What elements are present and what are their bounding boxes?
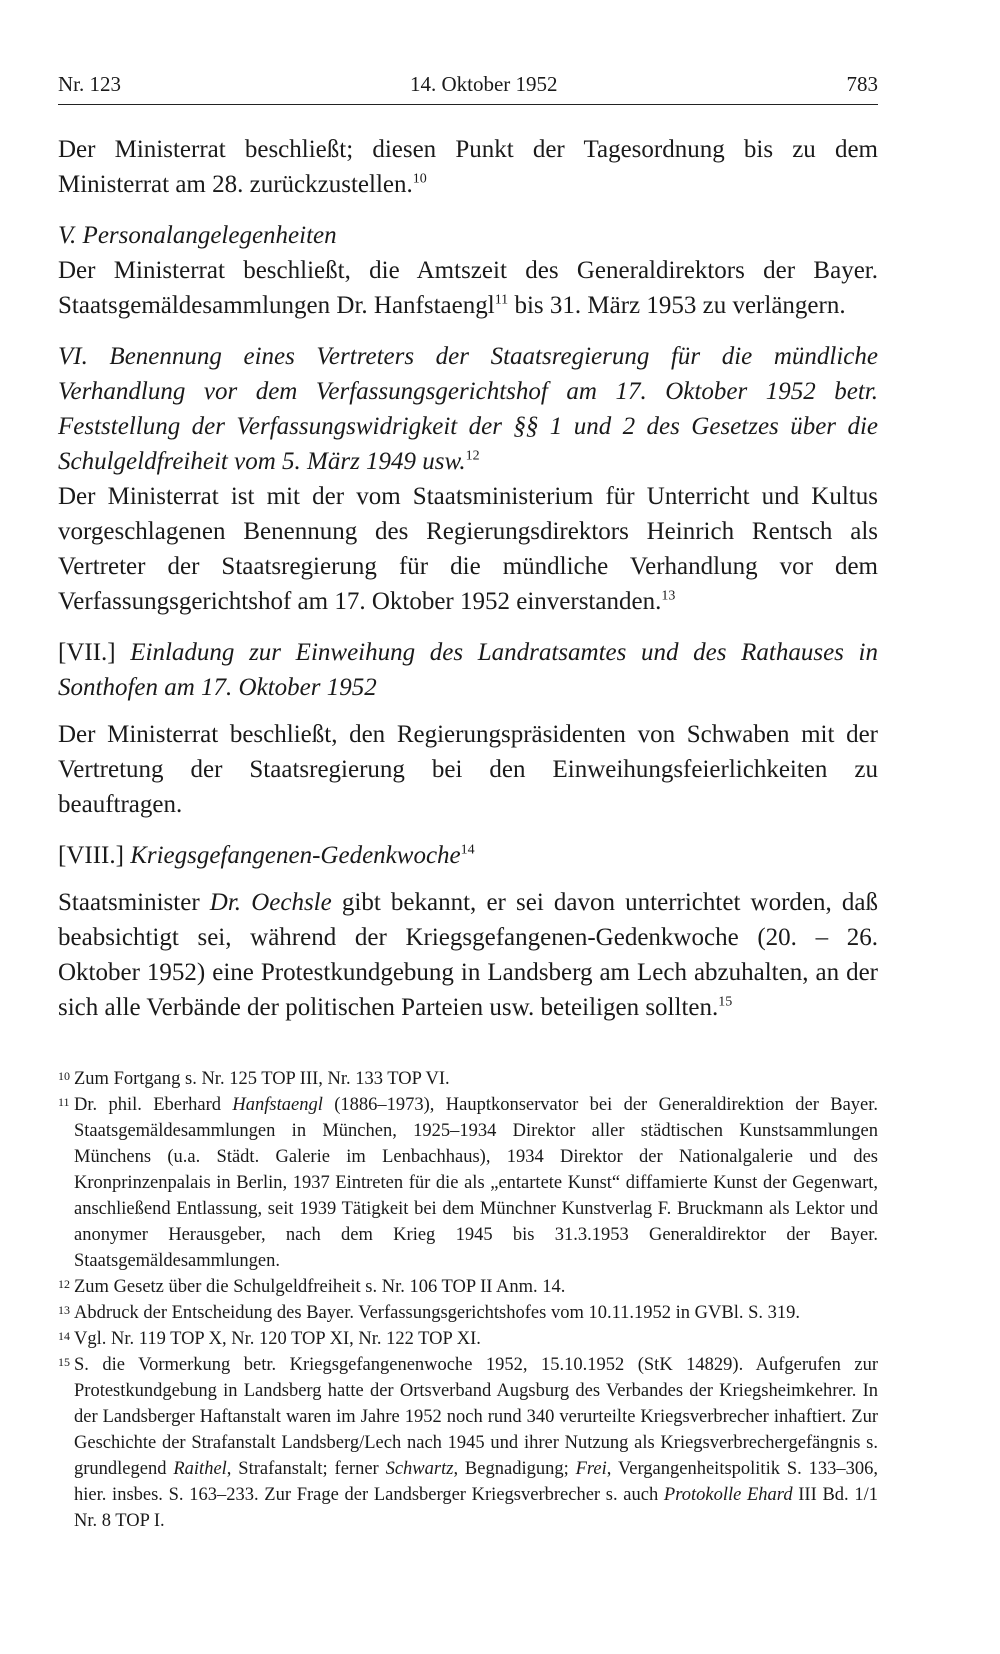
footnote-text: Dr. phil. Eberhard Hanfstaengl (1886–1973), Hauptkonservator bei der Generaldirektion der Bayer. Staatsgemäldesammlungen in München, 1925–1934 Direktor aller städtischen Kunstsammlungen Münchens (u.a. Städt. Galerie im Lenbachhaus), 1934 Direktor der Nationalgalerie und des Kronprinzenpalais in Berlin, 1937 Eintreten für die als „entartete Kunst“ diffamierte Kunst der Gegenwart, anschließend Entlassung, seit 1939 Tätigkeit bei dem Münchner Kunstverlag F. Bruckmann als Lektor und anonymer Herausgeber, nach dem Krieg 1945 bis 31.3.1953 Generaldirektor der Bayer. Staatsgemäldesammlungen. [74, 1095, 879, 1271]
footnote [58, 1066, 878, 1092]
footnote-text: Abdruck der Entscheidung des Bayer. Verfassungsgerichtshofes vom 10.11.1952 in GVBl. S. 319. [74, 1303, 801, 1323]
footnote-ref[interactable]: 10 [412, 171, 427, 187]
page-number: 783 [846, 72, 878, 96]
footnotes [58, 1066, 878, 1534]
paragraph: Der Ministerrat beschließt, den Regierungspräsidenten von Schwaben mit der Vertretung der Staatsregierung bei den Einweihungsfeierlichkeiten zu beauftragen. [58, 721, 878, 818]
document-number: Nr. 123 [58, 72, 121, 96]
paragraph: Der Ministerrat beschließt; diesen Punkt der Tagesordnung bis zu dem Ministerrat am 28. zurückzustellen.$^{10}$ [58, 136, 878, 198]
section-heading: [VIII.] Kriegsgefangenen-Gedenkwoche$^{14}$ [58, 842, 475, 869]
footnote-text: S. die Vormerkung betr. Kriegsgefangenenwoche 1952, 15.10.1952 (StK 14829). Aufgerufen zur Protestkundgebung in Landsberg hatte der Ortsverband Augsburg des Verbandes der Kriegsheimkehrer. In der Landsberger Haftanstalt waren im Jahre 1952 noch rund 340 verurteilte Kriegsverbrecher inhaftiert. Zur Geschichte der Strafanstalt Landsberg/Lech nach 1945 und ihrer Nutzung als Kriegsverbrechergefängnis s. grundlegend Raithel, Strafanstalt; ferner Schwartz, Begnadigung; Frei, Vergangenheitspolitik S. 133–306, hier. insbes. S. 163–233. Zur Frage der Landsberger Kriegsverbrecher s. auch Protokolle Ehard III Bd. 1/1 Nr. 8 TOP I. [74, 1355, 879, 1531]
footnote-number: 10 [58, 1069, 70, 1083]
footnote-text: Zum Gesetz über die Schulgeldfreiheit s. Nr. 106 TOP II Anm. 14. [74, 1277, 566, 1297]
footnote-number: 12 [58, 1277, 70, 1291]
footnote-ref[interactable]: 11 [494, 292, 509, 308]
paragraph: Der Ministerrat beschließt, die Amtszeit des Generaldirektors der Bayer. Staatsgemäldesammlungen Dr. Hanfstaengl$^{11}$ bis 31. März 1953 zu verlängern. [58, 257, 878, 319]
running-header [58, 70, 878, 105]
footnote-ref[interactable]: 13 [661, 588, 676, 604]
paragraph: Der Ministerrat ist mit der vom Staatsministerium für Unterricht und Kultus vorgeschlagenen Benennung des Regierungsdirektors Heinrich Rentsch als Vertreter der Staatsregierung für die mündliche Verhandlung vor dem Verfassungsgerichtshof am 17. Oktober 1952 einverstanden.$^{13}$ [58, 483, 878, 615]
footnote-text: Vgl. Nr. 119 TOP X, Nr. 120 TOP XI, Nr. 122 TOP XI. [74, 1329, 481, 1349]
section-heading: [VII.] Einladung zur Einweihung des Landratsamtes und des Rathauses in Sonthofen am 17. Oktober 1952 [58, 639, 878, 701]
footnote-ref[interactable]: 14 [460, 842, 475, 858]
paragraph: Staatsminister Dr. Oechsle gibt bekannt, er sei davon unterrichtet worden, daß beabsichtigt sei, während der Kriegsgefangenen-Gedenkwoche (20. – 26. Oktober 1952) eine Protestkundgebung in Landsberg am Lech abzuhalten, an der sich alle Verbände der politischen Parteien usw. beteiligen sollten.$^{15}$ [58, 889, 878, 1021]
footnote-number: 15 [58, 1355, 70, 1369]
footnote [58, 1326, 878, 1352]
section-heading: VI. Benennung eines Vertreters der Staatsregierung für die mündliche Verhandlung vor dem Verfassungsgerichtshof am 17. Oktober 1952 betr. Feststellung der Verfassungswidrigkeit der §§ 1 und 2 des Gesetzes über die Schulgeldfreiheit vom 5. März 1949 usw.$^{12}$ [58, 343, 878, 475]
footnote [58, 1352, 878, 1534]
footnote [58, 1274, 878, 1300]
header-date: 14. Oktober 1952 [409, 72, 558, 96]
section-heading: V. Personalangelegenheiten [58, 222, 337, 249]
footnote-number: 11 [58, 1095, 70, 1109]
footnote-text: Zum Fortgang s. Nr. 125 TOP III, Nr. 133 TOP VI. [74, 1069, 450, 1089]
footnote [58, 1092, 878, 1274]
footnote-number: 14 [58, 1329, 70, 1343]
footnote-ref[interactable]: 15 [718, 994, 733, 1010]
footnote-number: 13 [58, 1303, 70, 1317]
main-text [58, 132, 878, 1025]
footnote-ref[interactable]: 12 [465, 448, 480, 464]
footnote [58, 1300, 878, 1326]
